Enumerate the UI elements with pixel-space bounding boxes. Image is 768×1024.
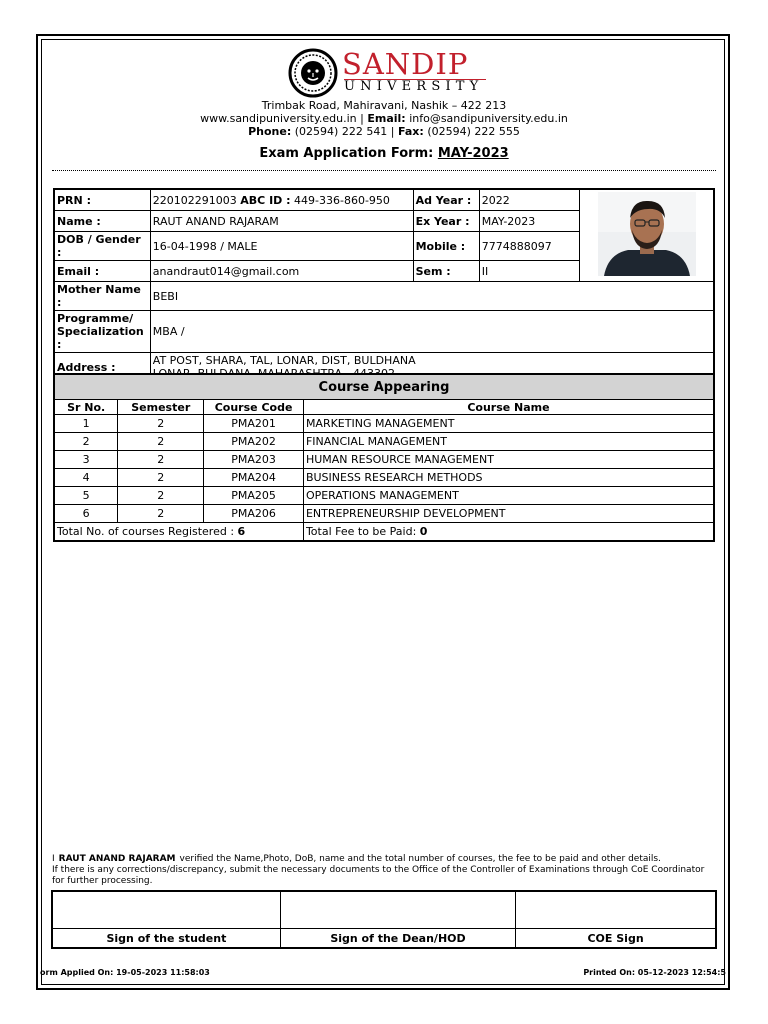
student-photo-cell: [580, 189, 714, 282]
university-email: info@sandipuniversity.edu.in: [409, 112, 568, 125]
university-name: SANDIP: [342, 47, 469, 81]
course-code: PMA205: [204, 487, 304, 505]
abc-value: 449-336-860-950: [294, 193, 390, 207]
coe-sign-label: COE Sign: [516, 929, 716, 949]
sr-no: 5: [54, 487, 118, 505]
applied-on: orm Applied On: 19-05-2023 11:58:03: [40, 968, 210, 977]
semester: 2: [118, 415, 204, 433]
fax-label: Fax:: [398, 125, 424, 138]
table-row: [54, 311, 714, 353]
declaration-prefix: I: [52, 854, 55, 864]
course-header-row: [54, 400, 714, 415]
university-phone: (02594) 222 541: [294, 125, 388, 138]
dean-sign-label: Sign of the Dean/HOD: [280, 929, 515, 949]
name-value: RAUT ANAND RAJARAM: [150, 211, 413, 232]
sem-value: II: [479, 261, 579, 282]
course-table: [53, 373, 715, 542]
column-header-course-code: Course Code: [204, 400, 304, 415]
programme-value: MBA /: [150, 311, 714, 353]
semester: 2: [118, 487, 204, 505]
total-courses-value: 6: [237, 525, 246, 538]
semester: 2: [118, 433, 204, 451]
semester: 2: [118, 451, 204, 469]
table-row: [54, 282, 714, 311]
university-website: www.sandipuniversity.edu.in: [200, 112, 357, 125]
declaration-note: [52, 854, 712, 887]
ex-year-value: MAY-2023: [479, 211, 579, 232]
course-code: PMA204: [204, 469, 304, 487]
dotted-separator: [52, 170, 716, 171]
course-code: PMA201: [204, 415, 304, 433]
ex-year-label: Ex Year :: [413, 211, 479, 232]
table-row: [54, 505, 714, 523]
address-label: Address :: [54, 353, 150, 383]
student-photo: [598, 192, 696, 276]
semester: 2: [118, 469, 204, 487]
table-row: [54, 487, 714, 505]
phone-label: Phone:: [248, 125, 292, 138]
course-heading: Course Appearing: [54, 374, 714, 400]
signature-label-row: [52, 929, 716, 949]
sem-label: Sem :: [413, 261, 479, 282]
printed-on: Printed On: 05-12-2023 12:54:5: [583, 968, 726, 977]
mother-name-value: BEBI: [150, 282, 714, 311]
abc-label: ABC ID :: [240, 193, 291, 207]
course-total-row: [54, 523, 714, 542]
course-name: ENTREPRENEURSHIP DEVELOPMENT: [303, 505, 714, 523]
email-field-label: Email :: [54, 261, 150, 282]
email-value: anandraut014@gmail.com: [150, 261, 413, 282]
total-fee-label: Total Fee to be Paid:: [305, 525, 417, 538]
course-name: MARKETING MANAGEMENT: [303, 415, 714, 433]
table-row: [54, 189, 714, 211]
mobile-label: Mobile :: [413, 232, 479, 261]
sr-no: 1: [54, 415, 118, 433]
name-label: Name :: [54, 211, 150, 232]
course-name: OPERATIONS MANAGEMENT: [303, 487, 714, 505]
student-info-table: [53, 188, 715, 383]
programme-label-line2: Specialization :: [57, 325, 144, 351]
course-code: PMA206: [204, 505, 304, 523]
sr-no: 6: [54, 505, 118, 523]
semester: 2: [118, 505, 204, 523]
declaration-text2: If there is any corrections/discrepancy, submit the necessary documents to the Office of the Controller of Examinations through CoE Coordinator for further processing.: [52, 865, 705, 886]
sr-no: 4: [54, 469, 118, 487]
student-sign-label: Sign of the student: [52, 929, 280, 949]
dean-sign-box: [280, 891, 515, 929]
column-header-course-name: Course Name: [303, 400, 714, 415]
declaration-text1: verified the Name,Photo, DoB, name and the total number of courses, the fee to be paid and other details.: [179, 854, 661, 864]
ad-year-label: Ad Year :: [413, 189, 479, 211]
university-contact-line: www.sandipuniversity.edu.in | Email: info@sandipuniversity.edu.in: [200, 112, 568, 125]
prn-value: 220102291003: [152, 193, 237, 207]
column-header-semester: Semester: [118, 400, 204, 415]
table-row: [54, 433, 714, 451]
email-label: Email:: [367, 112, 406, 125]
sr-no: 2: [54, 433, 118, 451]
form-title-prefix: Exam Application Form:: [259, 146, 434, 161]
student-sign-box: [52, 891, 280, 929]
prn-cell: [150, 189, 413, 211]
form-title: [0, 146, 768, 161]
table-row: [54, 451, 714, 469]
dob-gender-value: 16-04-1998 / MALE: [150, 232, 413, 261]
table-row: [54, 415, 714, 433]
total-courses: [54, 523, 303, 542]
prn-label: PRN :: [54, 189, 150, 211]
table-row: [54, 469, 714, 487]
total-fee-value: 0: [419, 525, 428, 538]
programme-label-line1: Programme/: [57, 312, 134, 325]
university-logo: [288, 48, 488, 96]
address-line1: AT POST, SHARA, TAL, LONAR, DIST, BULDHANA: [152, 354, 416, 367]
mother-name-label: Mother Name :: [54, 282, 150, 311]
total-courses-label: Total No. of courses Registered :: [57, 525, 235, 538]
total-fee: [303, 523, 714, 542]
university-subtitle: UNIVERSITY: [344, 79, 484, 94]
programme-label: [54, 311, 150, 353]
dob-gender-label: DOB / Gender :: [54, 232, 150, 261]
coe-sign-box: [516, 891, 716, 929]
mobile-value: 7774888097: [479, 232, 579, 261]
course-heading-row: [54, 374, 714, 400]
signature-table: [51, 890, 717, 949]
sr-no: 3: [54, 451, 118, 469]
ad-year-value: 2022: [479, 189, 579, 211]
course-name: BUSINESS RESEARCH METHODS: [303, 469, 714, 487]
university-fax: (02594) 222 555: [427, 125, 520, 138]
course-code: PMA202: [204, 433, 304, 451]
column-header-sr: Sr No.: [54, 400, 118, 415]
lion-emblem-icon: [288, 48, 338, 98]
university-address: Trimbak Road, Mahiravani, Nashik – 422 213: [261, 99, 507, 112]
declaration-name: RAUT ANAND RAJARAM: [58, 854, 176, 864]
course-name: HUMAN RESOURCE MANAGEMENT: [303, 451, 714, 469]
signature-space-row: [52, 891, 716, 929]
university-phone-line: Phone: (02594) 222 541 | Fax: (02594) 222 555: [248, 125, 520, 138]
course-code: PMA203: [204, 451, 304, 469]
course-name: FINANCIAL MANAGEMENT: [303, 433, 714, 451]
form-session: MAY-2023: [437, 146, 509, 161]
